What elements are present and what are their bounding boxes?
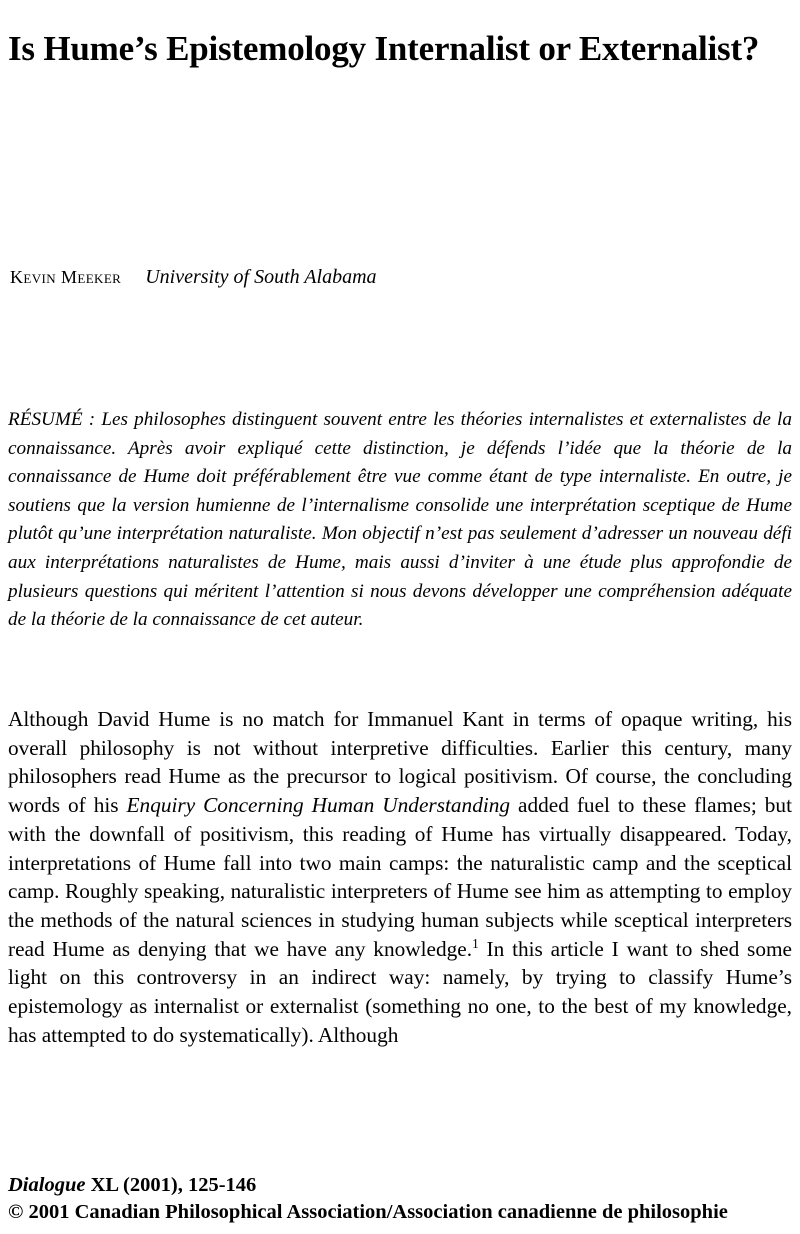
author-affiliation: University of South Alabama [145, 266, 377, 288]
body-text-segment-1: Although David Hume is no match for Immanuel Kant in terms of opaque writing, his overall philosophy is not without interpretive difficulties. Earlier this century, many philosophers read Hume as the precursor to logical positivism. Of course, the concluding words of his [8, 707, 792, 818]
copyright-line: © 2001 Canadian Philosophical Association/Association canadienne de philosophie [8, 1201, 728, 1223]
cited-work-title: Enquiry Concerning Human Understanding [126, 793, 511, 818]
byline [10, 266, 790, 289]
body-paragraph [8, 705, 792, 1049]
abstract-label: RÉSUMÉ : [8, 409, 96, 430]
page-title: Is Hume’s Epistemology Internalist or Externalist? [8, 29, 760, 69]
abstract-body: Les philosophes distinguent souvent entre les théories internalistes et externalistes de la connaissance. Après avoir expliqué cette distinction, je défends l’idée que la théorie de la connaissance de Hume doit préférablement être vue comme étant de type internaliste. En outre, je soutiens que la version humienne de l’internalisme consolide une interprétation sceptique de Hume plutôt qu’une interprétation naturaliste. Mon objectif n’est pas seulement d’adresser un nouveau défi aux interprétations naturalistes de Hume, mais aussi d’inviter à une étude plus approfondie de plusieurs questions qui méritent l’attention si nous devons développer une compréhension adéquate de la théorie de la connaissance de cet auteur. [8, 409, 792, 631]
author-name: Kevin Meeker [10, 267, 122, 287]
journal-name: Dialogue [8, 1174, 86, 1196]
abstract-resume [8, 406, 792, 635]
footnote-reference-1[interactable]: 1 [472, 935, 479, 951]
body-text-segment-2: added fuel to these flames; but with the downfall of positivism, this reading of Hume has virtually disappeared. Today, interpretations of Hume fall into two main camps: the naturalistic camp and the sceptical camp. Roughly speaking, naturalistic interpreters of Hume see him as attempting to employ the methods of the natural sciences in studying human subjects while sceptical interpreters read Hume as denying that we have any knowledge. [8, 793, 792, 961]
journal-citation-line [8, 1172, 792, 1199]
body-text-segment-3: In this article I want to shed some light on this controversy in an indirect way: namely, by trying to classify Hume’s epistemology as internalist or externalist (something no one, to the best of my knowledge, has attempted to do systematically). Although [8, 936, 792, 1047]
page-footer [8, 1172, 792, 1226]
journal-volume-pages: XL (2001), 125-146 [85, 1174, 257, 1196]
